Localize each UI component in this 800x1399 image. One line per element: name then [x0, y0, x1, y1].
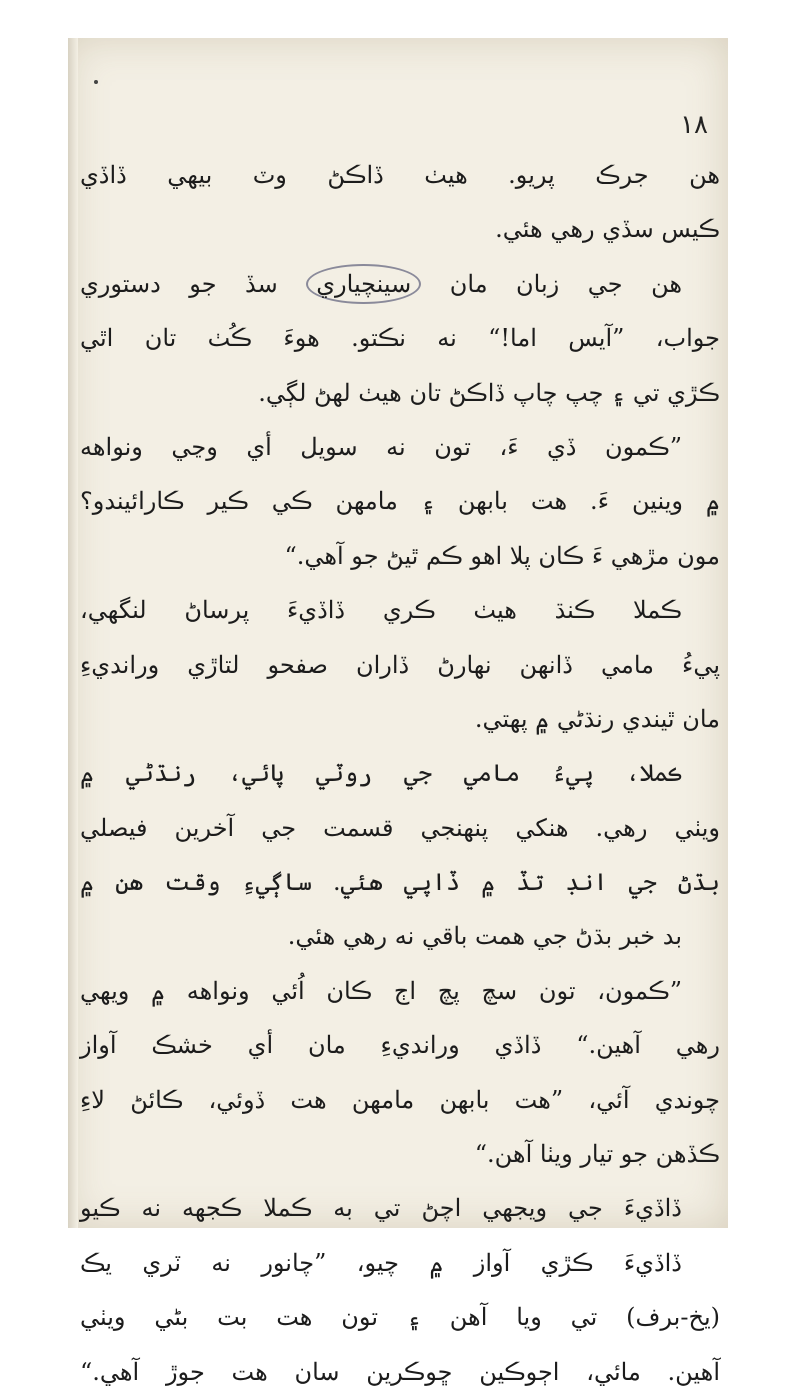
text-line: مان ٿيندي رنڌڻي ۾ پهتي.	[474, 704, 720, 733]
book-page	[68, 38, 728, 1386]
text-line: ڏاڏيءَ جي ويجهي اچڻ تي به ڪملا ڪجهه نه ڪيو	[80, 1194, 682, 1223]
text-line: ويٺي رهي. هنکي پنهنجي قسمت جي آخرين فيصلي	[80, 813, 720, 842]
page-text	[80, 148, 720, 1399]
text-line: ڪڙي تي ۽ چپ چاپ ڏاڪڻ تان هيٺ لهڻ لڳي.	[258, 378, 720, 407]
text-line: ڪملا ڪنڌ هيٺ ڪري ڏاڏيءَ پرساڻ لنگهي،	[80, 596, 682, 625]
text-line: هن جرڪ پريو. هيٺ ڏاڪڻ وٽ بيهي ڏاڏي	[80, 161, 720, 189]
text-line: ”ڪمون ڏي ءَ، تون نه سويل أي وڃي ونواهه	[80, 432, 682, 461]
text-line: ۾ وينين ءَ. هت بابهن ۽ مامهن ڪي ڪير ڪارائيندو؟	[80, 487, 720, 516]
text-line: رهي آهين.“ ڏاڏي ورانديءِ مان أي خشڪ آواز	[80, 1031, 720, 1060]
text-line: ڪيس سڏي رهي هئي.	[495, 215, 720, 244]
text-line: (يخ-برف) تي ويا آهن ۽ تون هت بت بڻي ويٺي	[80, 1303, 720, 1332]
page-number: ١٨	[680, 110, 708, 140]
text-line: بد خبر بڌڻ جي همت باقي نه رهي هئي.	[287, 922, 682, 951]
margin-mark	[94, 80, 98, 84]
text-line: ڪملا، پيءُ مامي جي روٽي پائي، رنڌڻي ۾	[80, 759, 682, 788]
text-line-with-circled-word: هن جي زبان مان سينچياري سڏ جو دستوري	[80, 257, 720, 311]
text-line: پيءُ مامي ڏانهن نهارڻ ڏاران صفحو لتاڙي ورانديءِ	[80, 650, 720, 679]
text-line: ڏاڏيءَ ڪڙي آواز ۾ چيو، ”چانور نه ٽري يڪ	[80, 1248, 682, 1277]
circled-word: سينچياري	[306, 264, 421, 304]
text-line: مون مڙهي ءَ ڪان پلا اهو ڪم ٿيڻ جو آهي.“	[284, 541, 720, 570]
text-line: ”ڪمون، تون سچ پچ اڄ ڪان اُئي ونواهه ۾ ويهي	[80, 976, 682, 1005]
text-line: ڪڏهن جو تيار ويٺا آهن.“	[474, 1140, 720, 1169]
text-line: بڌڻ جي انڊ تڏ ۾ ڏاپي هئي. ساڳيءِ وقت هن ۾	[80, 868, 720, 897]
text-line: جواب، ”آيس اما!“ نه نڪتو. هوءَ ڪُٺ تان اٿي	[80, 324, 720, 353]
page-spine-shadow	[68, 38, 78, 1228]
text-line: چوندي آئي، ”هت بابهن مامهن هت ڏوئي، ڪائڻ لاءِ	[80, 1085, 720, 1114]
text-line: آهين. مائي، اڄوڪين ڇوڪرين سان هت جوڙ آهي.“	[80, 1357, 720, 1386]
